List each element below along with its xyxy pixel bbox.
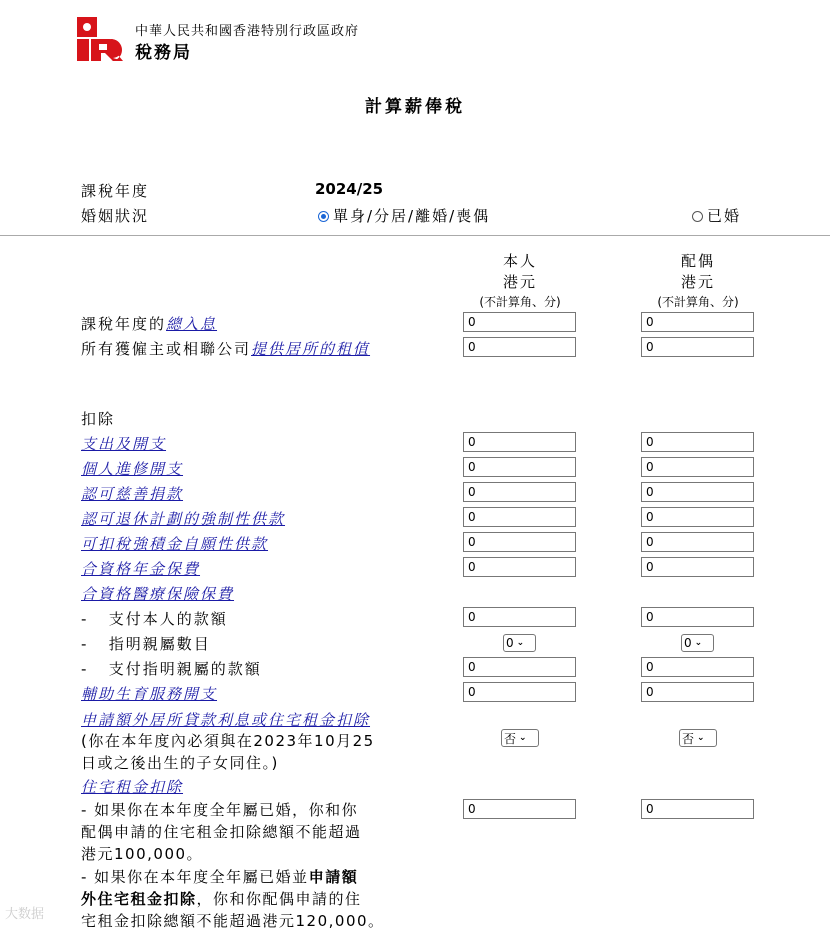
rent-spouse-input[interactable]: 0: [641, 799, 754, 819]
total-income-prefix: 課稅年度的: [81, 315, 167, 333]
rent-note-1-line1: - 如果你在本年度全年屬已婚，你和你: [81, 801, 359, 819]
additional-spouse-value: 否: [682, 731, 695, 746]
deduction-tvc-self-input[interactable]: 0: [463, 532, 576, 552]
deduction-tvc-spouse-input[interactable]: 0: [641, 532, 754, 552]
col-spouse-note: (不計算角、分): [657, 295, 739, 309]
total-income-row-label: [81, 313, 217, 334]
deduction-donations-spouse-input[interactable]: 0: [641, 482, 754, 502]
radio-single[interactable]: [318, 211, 329, 222]
dept-line1: 中華人民共和國香港特別行政區政府: [135, 24, 360, 39]
vhis-paid-relatives-label: - 支付指明親屬的款額: [81, 660, 262, 678]
rent-note-2-text-b: ，你和你配偶申請的住: [196, 890, 362, 908]
deduction-education-self-input[interactable]: 0: [463, 457, 576, 477]
radio-married[interactable]: [692, 211, 703, 222]
vhis-paid-self-label: - 支付本人的款額: [81, 610, 228, 628]
deduction-reproduction-spouse-input[interactable]: 0: [641, 682, 754, 702]
rent-note-2: [81, 866, 385, 932]
vhis-relatives-label: - 指明親屬數目: [81, 635, 211, 653]
rent-self-input[interactable]: 0: [463, 799, 576, 819]
rent-note-2-bold-a: 申請額: [308, 868, 359, 886]
marital-married-label: 已婚: [707, 207, 742, 225]
vhis-relatives-self-value: 0: [506, 636, 514, 650]
deduction-expenses-link[interactable]: 支出及開支: [81, 435, 167, 453]
additional-note-line1: (你在本年度內必須與在2023年10月25: [81, 732, 375, 750]
marital-option-single[interactable]: [318, 205, 490, 226]
deduction-donations-self-input[interactable]: 0: [463, 482, 576, 502]
deductions-heading: 扣除: [81, 410, 116, 428]
deduction-reproduction-link[interactable]: 輔助生育服務開支: [81, 685, 218, 703]
additional-note-line2: 日或之後出生的子女同住。): [81, 754, 279, 772]
additional-spouse-select[interactable]: [679, 729, 717, 747]
deduction-rent-link[interactable]: 住宅租金扣除: [81, 778, 184, 796]
ird-logo: [77, 17, 125, 61]
vhis-paid-self-spouse-input[interactable]: 0: [641, 607, 754, 627]
deduction-mpf-link[interactable]: 認可退休計劃的強制性供款: [81, 510, 286, 528]
rent-note-1-line3: 港元100,000。: [81, 845, 204, 863]
vhis-paid-relatives-spouse-input[interactable]: 0: [641, 657, 754, 677]
watermark: 大数据: [5, 907, 45, 922]
col-self-l2: 港元: [502, 273, 537, 291]
deduction-education-link[interactable]: 個人進修開支: [81, 460, 184, 478]
divider: [0, 235, 830, 236]
marital-label: 婚姻狀況: [81, 207, 150, 225]
residence-self-input[interactable]: 0: [463, 337, 576, 357]
marital-single-label: 單身/分居/離婚/喪偶: [333, 207, 491, 225]
column-spouse-header: [623, 250, 773, 310]
vhis-relatives-spouse-select[interactable]: [681, 634, 714, 652]
marital-option-married[interactable]: [692, 205, 741, 226]
rent-note-2-line2: [81, 888, 385, 910]
col-spouse-l1: 配偶: [680, 252, 715, 270]
deduction-education-spouse-input[interactable]: 0: [641, 457, 754, 477]
col-self-l1: 本人: [502, 252, 537, 270]
deduction-donations-link[interactable]: 認可慈善捐款: [81, 485, 184, 503]
residence-value-link[interactable]: 提供居所的租值: [251, 340, 371, 358]
deduction-tvc-link[interactable]: 可扣稅強積金自願性供款: [81, 535, 269, 553]
deduction-expenses-self-input[interactable]: 0: [463, 432, 576, 452]
deduction-mpf-self-input[interactable]: 0: [463, 507, 576, 527]
col-spouse-l2: 港元: [680, 273, 715, 291]
deduction-annuity-spouse-input[interactable]: 0: [641, 557, 754, 577]
dept-name: 稅務局: [135, 43, 192, 63]
tax-year-label: 課稅年度: [81, 182, 150, 200]
vhis-paid-self-self-input[interactable]: 0: [463, 607, 576, 627]
residence-spouse-input[interactable]: 0: [641, 337, 754, 357]
residence-prefix: 所有獲僱主或相聯公司: [81, 340, 252, 358]
column-self-header: [445, 250, 595, 310]
total-income-spouse-input[interactable]: 0: [641, 312, 754, 332]
additional-note: [81, 730, 375, 774]
rent-note-2-line1: [81, 866, 385, 888]
vhis-relatives-spouse-value: 0: [684, 636, 692, 650]
residence-row-label: [81, 338, 370, 359]
col-self-note: (不計算角、分): [479, 295, 561, 309]
deduction-mpf-spouse-input[interactable]: 0: [641, 507, 754, 527]
rent-note-2-text-a: - 如果你在本年度全年屬已婚並: [81, 868, 309, 886]
page-title: 計算薪俸稅: [365, 97, 465, 117]
rent-note-2-line3: 宅租金扣除總額不能超過港元120,000。: [81, 912, 385, 930]
additional-self-value: 否: [504, 731, 517, 746]
vhis-paid-relatives-self-input[interactable]: 0: [463, 657, 576, 677]
chevron-down-icon: ⌄: [694, 638, 703, 648]
deduction-vhis-link[interactable]: 合資格醫療保險保費: [81, 585, 235, 603]
rent-note-1-line2: 配偶申請的住宅租金扣除總額不能超過: [81, 823, 362, 841]
deduction-additional-link[interactable]: 申請額外居所貸款利息或住宅租金扣除: [81, 711, 371, 729]
total-income-self-input[interactable]: 0: [463, 312, 576, 332]
chevron-down-icon: ⌄: [519, 733, 527, 743]
deduction-expenses-spouse-input[interactable]: 0: [641, 432, 754, 452]
additional-self-select[interactable]: [501, 729, 539, 747]
tax-year-value: 2024/25: [315, 180, 384, 198]
total-income-link[interactable]: 總入息: [166, 315, 218, 333]
vhis-relatives-self-select[interactable]: [503, 634, 536, 652]
rent-note-1: [81, 799, 362, 865]
chevron-down-icon: ⌄: [516, 638, 525, 648]
deduction-reproduction-self-input[interactable]: 0: [463, 682, 576, 702]
rent-note-2-bold-b: 外住宅租金扣除: [81, 890, 197, 908]
chevron-down-icon: ⌄: [697, 733, 705, 743]
deduction-annuity-self-input[interactable]: 0: [463, 557, 576, 577]
deduction-annuity-link[interactable]: 合資格年金保費: [81, 560, 201, 578]
